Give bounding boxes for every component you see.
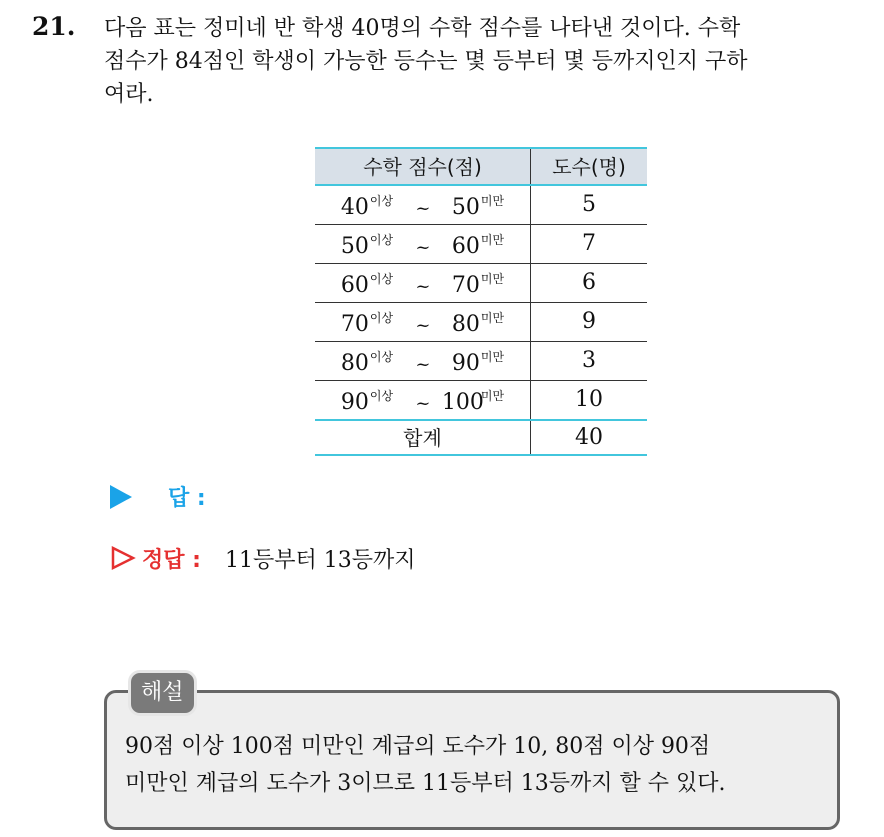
- total-label: 합계: [315, 420, 531, 455]
- range-separator: ~: [415, 198, 431, 219]
- frequency-table: [315, 147, 647, 456]
- total-value: 40: [531, 420, 648, 455]
- interval-lower: 90: [340, 390, 369, 415]
- interval-upper: 80: [451, 312, 480, 337]
- range-separator: ~: [415, 354, 431, 375]
- interval-lower: 70: [340, 312, 369, 337]
- sup-upper: 미만: [480, 272, 505, 286]
- interval-upper: 90: [451, 351, 480, 376]
- interval-lower: 60: [340, 273, 369, 298]
- range-separator: ~: [415, 393, 431, 414]
- header-frequency: 도수(명): [531, 148, 648, 185]
- answer-label: 답 :: [168, 486, 206, 511]
- outline-triangle-icon: [110, 545, 136, 577]
- class-interval: [315, 303, 531, 342]
- table-row: [315, 342, 647, 381]
- frequency-cell: 5: [531, 185, 648, 225]
- question-number: 21.: [32, 12, 76, 41]
- frequency-cell: 6: [531, 264, 648, 303]
- interval-upper: 50: [451, 195, 480, 220]
- explanation-line: 미만인 계급의 도수가 3이므로 11등부터 13등까지 할 수 있다.: [125, 771, 726, 796]
- sup-lower: 이상: [369, 272, 394, 286]
- frequency-cell: 3: [531, 342, 648, 381]
- sup-upper: 미만: [480, 233, 505, 247]
- frequency-cell: 9: [531, 303, 648, 342]
- question-text: [104, 12, 864, 111]
- table-row: [315, 381, 647, 421]
- play-triangle-icon: [110, 485, 132, 509]
- correct-answer-row: [110, 543, 415, 577]
- explanation-line: 90점 이상 100점 미만인 계급의 도수가 10, 80점 이상 90점: [125, 734, 711, 759]
- table-row: [315, 303, 647, 342]
- header-score: 수학 점수(점): [315, 148, 531, 185]
- explanation-tab: 해설: [128, 670, 197, 716]
- correct-answer-label: 정답 :: [142, 548, 201, 573]
- sup-lower: 이상: [369, 389, 394, 403]
- question-line: 다음 표는 정미네 반 학생 40명의 수학 점수를 나타낸 것이다. 수학: [104, 16, 741, 41]
- answer-row: [110, 481, 206, 512]
- table-header-row: [315, 148, 647, 185]
- class-interval: [315, 381, 531, 421]
- class-interval: [315, 342, 531, 381]
- sup-lower: 이상: [369, 233, 394, 247]
- interval-upper: 70: [451, 273, 480, 298]
- sup-upper: 미만: [480, 194, 505, 208]
- range-separator: ~: [415, 276, 431, 297]
- sup-lower: 이상: [369, 350, 394, 364]
- range-separator: ~: [415, 315, 431, 336]
- question-line: 여라.: [104, 82, 154, 107]
- sup-upper: 미만: [480, 350, 505, 364]
- table-row: [315, 225, 647, 264]
- sup-upper: 미만: [480, 311, 505, 325]
- interval-lower: 80: [340, 351, 369, 376]
- range-separator: ~: [415, 237, 431, 258]
- correct-answer-value: 11등부터 13등까지: [224, 548, 416, 573]
- sup-lower: 이상: [369, 311, 394, 325]
- sup-lower: 이상: [369, 194, 394, 208]
- class-interval: [315, 264, 531, 303]
- table-total-row: [315, 420, 647, 455]
- interval-upper: 100: [441, 390, 484, 415]
- frequency-cell: 7: [531, 225, 648, 264]
- class-interval: [315, 225, 531, 264]
- interval-upper: 60: [451, 234, 480, 259]
- explanation-text: [125, 728, 830, 802]
- table-row: [315, 264, 647, 303]
- class-interval: [315, 185, 531, 225]
- interval-lower: 50: [340, 234, 369, 259]
- frequency-cell: 10: [531, 381, 648, 421]
- table-row: [315, 185, 647, 225]
- question-line: 점수가 84점인 학생이 가능한 등수는 몇 등부터 몇 등까지인지 구하: [104, 49, 748, 74]
- interval-lower: 40: [340, 195, 369, 220]
- sup-upper: 미만: [480, 389, 505, 403]
